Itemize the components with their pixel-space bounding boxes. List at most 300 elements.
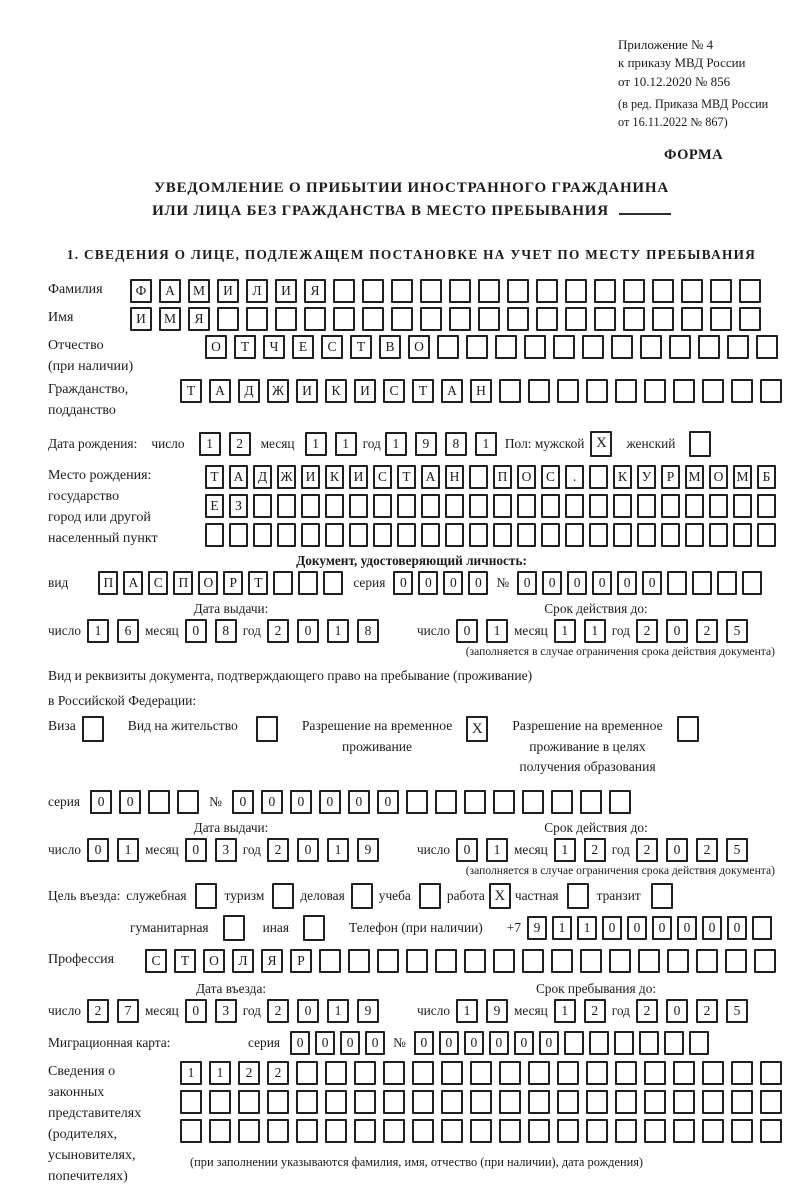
char-cell[interactable]	[565, 307, 587, 331]
char-cell[interactable]	[615, 1061, 637, 1085]
char-cell[interactable]: 1	[554, 838, 576, 862]
char-cell[interactable]: 2	[87, 999, 109, 1023]
char-cell[interactable]	[373, 494, 392, 518]
char-cell[interactable]: 0	[315, 1031, 335, 1055]
char-cell[interactable]	[435, 949, 457, 973]
char-cell[interactable]: Ж	[267, 379, 289, 403]
char-cell[interactable]	[383, 1090, 405, 1114]
char-cell[interactable]	[681, 279, 703, 303]
char-cell[interactable]: 1	[554, 619, 576, 643]
char-cell[interactable]: Я	[261, 949, 283, 973]
char-cell[interactable]	[180, 1090, 202, 1114]
char-cell[interactable]	[639, 1031, 659, 1055]
char-cell[interactable]	[698, 335, 720, 359]
char-cell[interactable]	[499, 1119, 521, 1143]
char-cell[interactable]	[667, 571, 687, 595]
char-cell[interactable]: 1	[577, 916, 597, 940]
char-cell[interactable]	[589, 1031, 609, 1055]
char-cell[interactable]: С	[145, 949, 167, 973]
char-cell[interactable]: 0	[377, 790, 399, 814]
char-cell[interactable]	[478, 279, 500, 303]
char-cell[interactable]: М	[685, 465, 704, 489]
char-cell[interactable]	[267, 1119, 289, 1143]
char-cell[interactable]: С	[373, 465, 392, 489]
char-cell[interactable]	[275, 307, 297, 331]
char-cell[interactable]	[551, 949, 573, 973]
char-cell[interactable]	[493, 523, 512, 547]
char-cell[interactable]	[304, 307, 326, 331]
char-cell[interactable]: 2	[238, 1061, 260, 1085]
char-cell[interactable]: Е	[205, 494, 224, 518]
char-cell[interactable]	[727, 335, 749, 359]
char-cell[interactable]	[391, 279, 413, 303]
char-cell[interactable]: 0	[489, 1031, 509, 1055]
char-cell[interactable]: 2	[267, 838, 289, 862]
char-cell[interactable]: О	[408, 335, 430, 359]
checkbox-male[interactable]: X	[590, 431, 612, 457]
char-cell[interactable]: 0	[90, 790, 112, 814]
char-cell[interactable]	[495, 335, 517, 359]
char-cell[interactable]: З	[229, 494, 248, 518]
char-cell[interactable]: К	[325, 465, 344, 489]
char-cell[interactable]	[397, 523, 416, 547]
char-cell[interactable]	[731, 1119, 753, 1143]
char-cell[interactable]: 0	[185, 619, 207, 643]
char-cell[interactable]: 2	[696, 619, 718, 643]
char-cell[interactable]	[689, 1031, 709, 1055]
char-cell[interactable]	[277, 494, 296, 518]
char-cell[interactable]: 9	[486, 999, 508, 1023]
char-cell[interactable]	[757, 494, 776, 518]
char-cell[interactable]	[623, 279, 645, 303]
char-cell[interactable]	[739, 279, 761, 303]
char-cell[interactable]: И	[301, 465, 320, 489]
char-cell[interactable]	[541, 523, 560, 547]
char-cell[interactable]	[180, 1119, 202, 1143]
char-cell[interactable]	[441, 1090, 463, 1114]
char-cell[interactable]	[673, 1061, 695, 1085]
char-cell[interactable]	[517, 523, 536, 547]
char-cell[interactable]: 2	[584, 838, 606, 862]
char-cell[interactable]: 2	[696, 838, 718, 862]
char-cell[interactable]	[528, 379, 550, 403]
char-cell[interactable]	[277, 523, 296, 547]
char-cell[interactable]	[733, 523, 752, 547]
char-cell[interactable]	[582, 335, 604, 359]
char-cell[interactable]	[470, 1090, 492, 1114]
char-cell[interactable]: 0	[602, 916, 622, 940]
char-cell[interactable]	[517, 494, 536, 518]
char-cell[interactable]: 8	[215, 619, 237, 643]
char-cell[interactable]: 2	[584, 999, 606, 1023]
checkbox-rabota[interactable]: X	[489, 883, 511, 909]
char-cell[interactable]: А	[123, 571, 143, 595]
char-cell[interactable]	[349, 523, 368, 547]
char-cell[interactable]: 0	[439, 1031, 459, 1055]
char-cell[interactable]	[493, 790, 515, 814]
char-cell[interactable]	[615, 379, 637, 403]
char-cell[interactable]	[652, 307, 674, 331]
char-cell[interactable]	[522, 790, 544, 814]
char-cell[interactable]	[383, 1061, 405, 1085]
char-cell[interactable]: 0	[642, 571, 662, 595]
char-cell[interactable]: П	[98, 571, 118, 595]
char-cell[interactable]	[435, 790, 457, 814]
char-cell[interactable]	[296, 1090, 318, 1114]
char-cell[interactable]: О	[709, 465, 728, 489]
char-cell[interactable]: 1	[327, 619, 349, 643]
char-cell[interactable]	[420, 279, 442, 303]
char-cell[interactable]	[522, 949, 544, 973]
char-cell[interactable]	[673, 1119, 695, 1143]
char-cell[interactable]: Д	[253, 465, 272, 489]
checkbox-rvp-edu[interactable]	[677, 716, 699, 742]
char-cell[interactable]: О	[205, 335, 227, 359]
char-cell[interactable]: 3	[215, 999, 237, 1023]
char-cell[interactable]: 0	[119, 790, 141, 814]
char-cell[interactable]: 0	[393, 571, 413, 595]
char-cell[interactable]	[589, 494, 608, 518]
char-cell[interactable]: 0	[677, 916, 697, 940]
char-cell[interactable]: Т	[412, 379, 434, 403]
char-cell[interactable]: 2	[636, 619, 658, 643]
char-cell[interactable]	[717, 571, 737, 595]
char-cell[interactable]	[441, 1061, 463, 1085]
char-cell[interactable]: 1	[327, 999, 349, 1023]
char-cell[interactable]	[383, 1119, 405, 1143]
char-cell[interactable]: 0	[539, 1031, 559, 1055]
char-cell[interactable]	[354, 1061, 376, 1085]
char-cell[interactable]	[354, 1119, 376, 1143]
char-cell[interactable]	[709, 523, 728, 547]
char-cell[interactable]: 0	[261, 790, 283, 814]
char-cell[interactable]: 0	[468, 571, 488, 595]
char-cell[interactable]: 3	[215, 838, 237, 862]
char-cell[interactable]: 0	[297, 838, 319, 862]
char-cell[interactable]	[437, 335, 459, 359]
checkbox-delovaya[interactable]	[351, 883, 373, 909]
char-cell[interactable]: Е	[292, 335, 314, 359]
char-cell[interactable]: 6	[117, 619, 139, 643]
char-cell[interactable]: 0	[290, 1031, 310, 1055]
char-cell[interactable]: 0	[87, 838, 109, 862]
char-cell[interactable]: И	[349, 465, 368, 489]
char-cell[interactable]	[725, 949, 747, 973]
char-cell[interactable]	[507, 279, 529, 303]
char-cell[interactable]: С	[383, 379, 405, 403]
char-cell[interactable]	[507, 307, 529, 331]
char-cell[interactable]	[445, 523, 464, 547]
char-cell[interactable]	[615, 1090, 637, 1114]
char-cell[interactable]: 1	[327, 838, 349, 862]
char-cell[interactable]	[557, 1119, 579, 1143]
char-cell[interactable]	[586, 1061, 608, 1085]
char-cell[interactable]: Т	[350, 335, 372, 359]
char-cell[interactable]: М	[733, 465, 752, 489]
char-cell[interactable]	[412, 1090, 434, 1114]
char-cell[interactable]: 1	[87, 619, 109, 643]
char-cell[interactable]: 8	[445, 432, 467, 456]
checkbox-rvp[interactable]: X	[466, 716, 488, 742]
char-cell[interactable]	[325, 494, 344, 518]
char-cell[interactable]	[301, 523, 320, 547]
char-cell[interactable]: 9	[357, 999, 379, 1023]
char-cell[interactable]	[536, 307, 558, 331]
char-cell[interactable]	[217, 307, 239, 331]
char-cell[interactable]: Т	[180, 379, 202, 403]
char-cell[interactable]	[609, 949, 631, 973]
char-cell[interactable]	[580, 949, 602, 973]
char-cell[interactable]: Н	[445, 465, 464, 489]
char-cell[interactable]	[412, 1061, 434, 1085]
char-cell[interactable]	[333, 307, 355, 331]
char-cell[interactable]	[661, 523, 680, 547]
char-cell[interactable]	[611, 335, 633, 359]
char-cell[interactable]	[702, 1119, 724, 1143]
char-cell[interactable]	[469, 494, 488, 518]
char-cell[interactable]: 0	[652, 916, 672, 940]
char-cell[interactable]: 2	[267, 1061, 289, 1085]
checkbox-tranzit[interactable]	[651, 883, 673, 909]
char-cell[interactable]: 5	[726, 999, 748, 1023]
char-cell[interactable]	[229, 523, 248, 547]
char-cell[interactable]	[296, 1119, 318, 1143]
char-cell[interactable]	[464, 949, 486, 973]
char-cell[interactable]: 0	[456, 838, 478, 862]
char-cell[interactable]	[209, 1119, 231, 1143]
char-cell[interactable]	[267, 1090, 289, 1114]
char-cell[interactable]: В	[379, 335, 401, 359]
char-cell[interactable]	[564, 1031, 584, 1055]
char-cell[interactable]: 0	[348, 790, 370, 814]
char-cell[interactable]: А	[159, 279, 181, 303]
char-cell[interactable]	[702, 379, 724, 403]
char-cell[interactable]	[760, 379, 782, 403]
char-cell[interactable]	[377, 949, 399, 973]
char-cell[interactable]	[757, 523, 776, 547]
char-cell[interactable]: Т	[234, 335, 256, 359]
char-cell[interactable]	[615, 1119, 637, 1143]
char-cell[interactable]: А	[229, 465, 248, 489]
char-cell[interactable]	[696, 949, 718, 973]
char-cell[interactable]: 0	[627, 916, 647, 940]
char-cell[interactable]	[702, 1090, 724, 1114]
char-cell[interactable]: 1	[305, 432, 327, 456]
char-cell[interactable]: 0	[365, 1031, 385, 1055]
char-cell[interactable]	[449, 279, 471, 303]
char-cell[interactable]: М	[159, 307, 181, 331]
char-cell[interactable]	[499, 379, 521, 403]
char-cell[interactable]	[348, 949, 370, 973]
char-cell[interactable]	[586, 1119, 608, 1143]
char-cell[interactable]	[557, 1090, 579, 1114]
char-cell[interactable]	[528, 1090, 550, 1114]
char-cell[interactable]	[692, 571, 712, 595]
char-cell[interactable]	[362, 307, 384, 331]
char-cell[interactable]: Я	[304, 279, 326, 303]
char-cell[interactable]: Ж	[277, 465, 296, 489]
char-cell[interactable]	[325, 523, 344, 547]
char-cell[interactable]	[536, 279, 558, 303]
char-cell[interactable]: 0	[517, 571, 537, 595]
char-cell[interactable]	[406, 790, 428, 814]
char-cell[interactable]	[594, 307, 616, 331]
char-cell[interactable]: А	[441, 379, 463, 403]
char-cell[interactable]	[731, 1090, 753, 1114]
char-cell[interactable]: 5	[726, 838, 748, 862]
checkbox-ucheba[interactable]	[419, 883, 441, 909]
char-cell[interactable]	[319, 949, 341, 973]
char-cell[interactable]: Б	[757, 465, 776, 489]
char-cell[interactable]: 7	[117, 999, 139, 1023]
char-cell[interactable]: 0	[702, 916, 722, 940]
char-cell[interactable]	[441, 1119, 463, 1143]
char-cell[interactable]	[565, 279, 587, 303]
char-cell[interactable]: 0	[666, 619, 688, 643]
char-cell[interactable]	[637, 494, 656, 518]
char-cell[interactable]	[528, 1119, 550, 1143]
char-cell[interactable]: Т	[205, 465, 224, 489]
char-cell[interactable]: 0	[418, 571, 438, 595]
char-cell[interactable]: Т	[248, 571, 268, 595]
char-cell[interactable]	[470, 1061, 492, 1085]
checkbox-gumanitarnaya[interactable]	[223, 915, 245, 941]
char-cell[interactable]: 8	[357, 619, 379, 643]
char-cell[interactable]: 0	[185, 838, 207, 862]
char-cell[interactable]	[557, 379, 579, 403]
char-cell[interactable]	[739, 307, 761, 331]
char-cell[interactable]: 1	[180, 1061, 202, 1085]
char-cell[interactable]	[638, 949, 660, 973]
char-cell[interactable]	[528, 1061, 550, 1085]
char-cell[interactable]	[594, 279, 616, 303]
char-cell[interactable]: И	[130, 307, 152, 331]
char-cell[interactable]: С	[541, 465, 560, 489]
char-cell[interactable]: 0	[666, 838, 688, 862]
char-cell[interactable]	[354, 1090, 376, 1114]
char-cell[interactable]	[298, 571, 318, 595]
char-cell[interactable]	[253, 523, 272, 547]
char-cell[interactable]	[565, 523, 584, 547]
char-cell[interactable]	[667, 949, 689, 973]
char-cell[interactable]: И	[217, 279, 239, 303]
char-cell[interactable]: 0	[297, 999, 319, 1023]
char-cell[interactable]	[644, 1061, 666, 1085]
char-cell[interactable]: Л	[232, 949, 254, 973]
char-cell[interactable]: 9	[527, 916, 547, 940]
char-cell[interactable]	[754, 949, 776, 973]
char-cell[interactable]: И	[296, 379, 318, 403]
char-cell[interactable]	[760, 1119, 782, 1143]
char-cell[interactable]	[449, 307, 471, 331]
char-cell[interactable]	[685, 523, 704, 547]
char-cell[interactable]	[541, 494, 560, 518]
char-cell[interactable]	[669, 335, 691, 359]
char-cell[interactable]: Н	[470, 379, 492, 403]
char-cell[interactable]: А	[421, 465, 440, 489]
char-cell[interactable]: 1	[554, 999, 576, 1023]
char-cell[interactable]	[609, 790, 631, 814]
char-cell[interactable]	[640, 335, 662, 359]
char-cell[interactable]	[493, 494, 512, 518]
char-cell[interactable]: И	[354, 379, 376, 403]
char-cell[interactable]: 1	[385, 432, 407, 456]
char-cell[interactable]: О	[198, 571, 218, 595]
char-cell[interactable]	[421, 523, 440, 547]
char-cell[interactable]: 0	[666, 999, 688, 1023]
char-cell[interactable]	[623, 307, 645, 331]
char-cell[interactable]: 0	[443, 571, 463, 595]
char-cell[interactable]	[589, 465, 608, 489]
char-cell[interactable]	[709, 494, 728, 518]
char-cell[interactable]	[349, 494, 368, 518]
char-cell[interactable]: .	[565, 465, 584, 489]
char-cell[interactable]: Ф	[130, 279, 152, 303]
char-cell[interactable]	[253, 494, 272, 518]
char-cell[interactable]	[464, 790, 486, 814]
char-cell[interactable]	[731, 379, 753, 403]
char-cell[interactable]: 0	[617, 571, 637, 595]
char-cell[interactable]	[702, 1061, 724, 1085]
char-cell[interactable]	[565, 494, 584, 518]
char-cell[interactable]	[644, 1119, 666, 1143]
char-cell[interactable]: 2	[696, 999, 718, 1023]
char-cell[interactable]: 1	[552, 916, 572, 940]
char-cell[interactable]	[731, 1061, 753, 1085]
char-cell[interactable]	[752, 916, 772, 940]
char-cell[interactable]: 0	[567, 571, 587, 595]
char-cell[interactable]	[637, 523, 656, 547]
checkbox-sluzhebnaya[interactable]	[195, 883, 217, 909]
char-cell[interactable]: П	[493, 465, 512, 489]
char-cell[interactable]	[246, 307, 268, 331]
char-cell[interactable]: 0	[290, 790, 312, 814]
char-cell[interactable]	[325, 1090, 347, 1114]
char-cell[interactable]	[499, 1061, 521, 1085]
char-cell[interactable]	[586, 1090, 608, 1114]
char-cell[interactable]	[499, 1090, 521, 1114]
char-cell[interactable]	[673, 379, 695, 403]
char-cell[interactable]	[205, 523, 224, 547]
char-cell[interactable]: Т	[174, 949, 196, 973]
char-cell[interactable]	[238, 1090, 260, 1114]
char-cell[interactable]	[421, 494, 440, 518]
char-cell[interactable]: 1	[475, 432, 497, 456]
char-cell[interactable]	[589, 523, 608, 547]
char-cell[interactable]: 1	[209, 1061, 231, 1085]
char-cell[interactable]: Р	[661, 465, 680, 489]
char-cell[interactable]	[470, 1119, 492, 1143]
char-cell[interactable]	[148, 790, 170, 814]
char-cell[interactable]: Я	[188, 307, 210, 331]
char-cell[interactable]	[406, 949, 428, 973]
char-cell[interactable]: 0	[414, 1031, 434, 1055]
char-cell[interactable]	[644, 1090, 666, 1114]
char-cell[interactable]	[742, 571, 762, 595]
char-cell[interactable]	[673, 1090, 695, 1114]
char-cell[interactable]	[469, 523, 488, 547]
char-cell[interactable]	[273, 571, 293, 595]
char-cell[interactable]: 2	[229, 432, 251, 456]
char-cell[interactable]	[478, 307, 500, 331]
char-cell[interactable]: 2	[636, 999, 658, 1023]
char-cell[interactable]: 0	[297, 619, 319, 643]
char-cell[interactable]	[710, 279, 732, 303]
char-cell[interactable]: 1	[199, 432, 221, 456]
char-cell[interactable]	[323, 571, 343, 595]
char-cell[interactable]	[580, 790, 602, 814]
char-cell[interactable]: 1	[335, 432, 357, 456]
